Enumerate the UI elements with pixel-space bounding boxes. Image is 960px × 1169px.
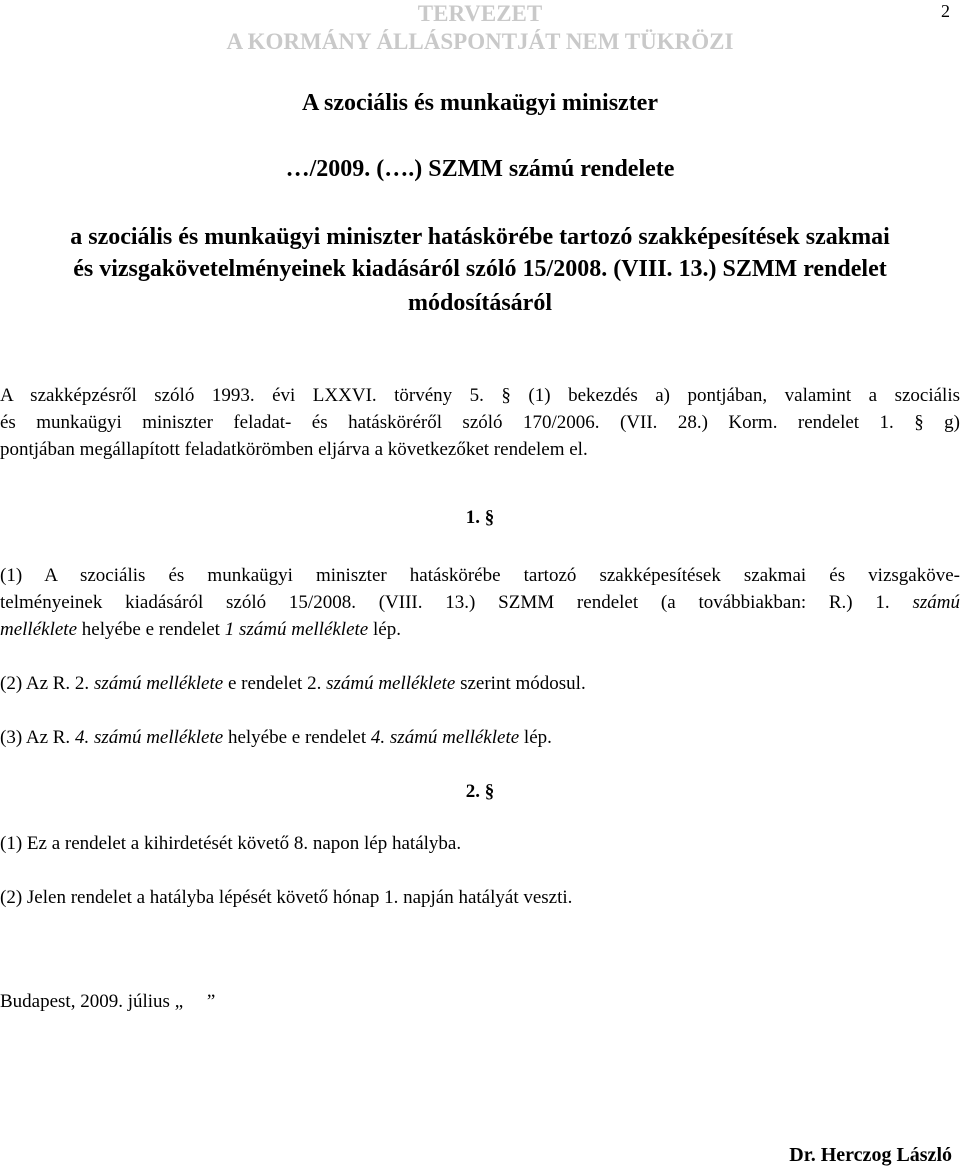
section-2-paragraph-1: (1) Ez a rendelet a kihirdetését követő 8. napon lép hatályba. bbox=[0, 833, 462, 854]
s1p3-text-a: (3) Az R. bbox=[0, 727, 71, 748]
s1p1-line-3 bbox=[0, 616, 960, 643]
s1p1-line-3-italic-1: melléklete bbox=[0, 619, 78, 640]
s1p1-line-3-italic-2: 1 számú melléklete bbox=[224, 619, 369, 640]
decree-number: …/2009. (….) SZMM számú rendelete bbox=[285, 156, 675, 182]
s1p2-text-b: e rendelet 2. bbox=[227, 673, 322, 694]
s1p1-line-3-text-b: lép. bbox=[372, 619, 401, 640]
preamble bbox=[0, 382, 960, 463]
draft-watermark bbox=[0, 0, 960, 56]
s1p3-italic-2: 4. számú melléklete bbox=[370, 727, 520, 748]
s1p2-text-c: szerint módosul. bbox=[460, 673, 586, 694]
decree-subject-line-1: a szociális és munkaügyi miniszter hatáskörébe tartozó szakképesítések szakmai bbox=[70, 224, 890, 250]
preamble-line-3: pontjában megállapított feladatkörömben eljárva a következőket rendelem el. bbox=[0, 439, 588, 460]
s1p1-line-3-text-a: helyébe e rendelet bbox=[81, 619, 220, 640]
section-1-heading: 1. § bbox=[465, 507, 495, 528]
s1p3-italic-1: 4. számú melléklete bbox=[74, 727, 224, 748]
s1p3-text-c: lép. bbox=[523, 727, 552, 748]
section-2-paragraph-2: (2) Jelen rendelet a hatályba lépését követő hónap 1. napján hatályát veszti. bbox=[0, 887, 573, 908]
decree-subject-line-2: és vizsgakövetelményeinek kiadásáról szóló 15/2008. (VIII. 13.) SZMM rendelet bbox=[73, 256, 887, 282]
s1p2-italic-2: számú melléklete bbox=[326, 673, 456, 694]
watermark-line-2: A KORMÁNY ÁLLÁSPONTJÁT NEM TÜKRÖZI bbox=[226, 29, 734, 54]
decree-subject-line-3: módosításáról bbox=[408, 290, 552, 316]
section-1-paragraph-3 bbox=[0, 724, 960, 751]
preamble-line-2: és munkaügyi miniszter feladat- és hatásköréről szóló 170/2006. (VII. 28.) Korm. rendelet 1. § g) bbox=[0, 412, 960, 433]
s1p2-text-a: (2) Az R. 2. bbox=[0, 673, 90, 694]
s1p1-line-1: (1) A szociális és munkaügyi miniszter hatáskörébe tartozó szakképesítések szakmai és vizsgaköve- bbox=[0, 565, 960, 586]
s1p3-text-b: helyébe e rendelet bbox=[227, 727, 367, 748]
s1p2-italic-1: számú melléklete bbox=[93, 673, 224, 694]
section-1-paragraph-2 bbox=[0, 670, 960, 697]
signature-name: Dr. Herczog László bbox=[789, 1144, 952, 1166]
place-and-date: Budapest, 2009. július „ ” bbox=[0, 991, 216, 1012]
section-1-paragraph-1 bbox=[0, 562, 960, 643]
minister-title: A szociális és munkaügyi miniszter bbox=[301, 90, 658, 116]
section-2-heading: 2. § bbox=[465, 781, 495, 802]
s1p1-line-2 bbox=[0, 589, 960, 616]
preamble-line-1: A szakképzésről szóló 1993. évi LXXVI. törvény 5. § (1) bekezdés a) pontjában, valamint a szociális bbox=[0, 385, 960, 406]
s1p1-line-2-text: telményeinek kiadásáról szóló 15/2008. (VIII. 13.) SZMM rendelet (a továbbiakban: R.) 1. bbox=[0, 592, 890, 613]
page-number: 2 bbox=[941, 1, 950, 21]
watermark-line-1: TERVEZET bbox=[417, 1, 543, 26]
s1p1-line-2-italic: számú bbox=[912, 592, 960, 613]
